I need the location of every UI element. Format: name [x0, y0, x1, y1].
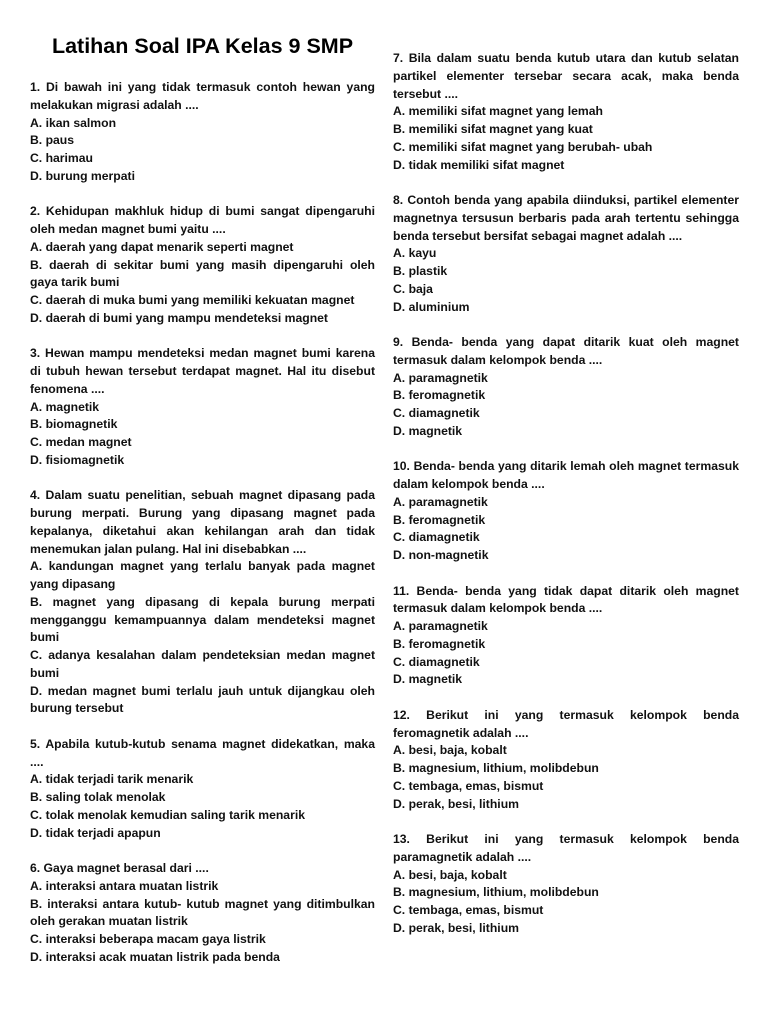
- answer-option-b: B. biomagnetik: [30, 417, 118, 432]
- left-column: [30, 79, 375, 984]
- answer-option-c: C. interaksi beberapa macam gaya listrik: [30, 932, 266, 946]
- answer-option-b: B. memiliki sifat magnet yang kuat: [393, 122, 593, 136]
- answer-option-a: A. tidak terjadi tarik menarik: [30, 772, 194, 787]
- answer-option-b: B. saling tolak menolak: [30, 790, 166, 804]
- answer-option-a: A. paramagnetik: [393, 494, 488, 509]
- question-stem: 11. Benda- benda yang tidak dapat ditarik oleh magnet termasuk dalam kelompok benda ....: [393, 583, 739, 616]
- question-stem: 8. Contoh benda yang apabila diinduksi, partikel elementer magnetnya tersusun berbaris pada arah tertentu sehingga benda tersebut bersifat sebagai magnet adalah ....: [393, 193, 739, 243]
- answer-option-c: C. memiliki sifat magnet yang berubah- ubah: [393, 139, 653, 154]
- answer-option-c: C. harimau: [30, 151, 93, 165]
- answer-option-d: D. burung merpati: [30, 168, 135, 183]
- right-column: [393, 50, 739, 955]
- answer-option-b: B. magnesium, lithium, molibdebun: [393, 761, 599, 775]
- answer-option-c: C. tembaga, emas, bismut: [393, 903, 544, 917]
- question-stem: 4. Dalam suatu penelitian, sebuah magnet dipasang pada burung merpati. Burung yang dipasang magnet pada kepalanya, diketahui akan kehilangan arah dan tidak menemukan jalan pulang. Hal ini disebabkan ....: [30, 488, 375, 556]
- question-stem: 5. Apabila kutub-kutub senama magnet didekatkan, maka ....: [30, 736, 375, 769]
- question-1: [30, 79, 375, 186]
- question-stem: 6. Gaya magnet berasal dari ....: [30, 861, 209, 875]
- answer-option-d: D. fisiomagnetik: [30, 452, 125, 467]
- question-5: [30, 736, 375, 843]
- answer-option-c: C. baja: [393, 281, 433, 296]
- question-4: [30, 487, 375, 718]
- question-9: [393, 334, 739, 441]
- answer-option-a: A. kayu: [393, 246, 437, 261]
- answer-option-a: A. magnetik: [30, 399, 100, 414]
- answer-option-c: C. tolak menolak kemudian saling tarik menarik: [30, 807, 305, 822]
- answer-option-c: C. diamagnetik: [393, 406, 480, 420]
- question-12: [393, 707, 739, 814]
- answer-option-d: D. interaksi acak muatan listrik pada benda: [30, 949, 280, 964]
- answer-option-b: B. feromagnetik: [393, 636, 486, 651]
- answer-option-a: A. paramagnetik: [393, 370, 488, 385]
- answer-option-d: D. aluminium: [393, 299, 470, 314]
- answer-option-b: B. magnesium, lithium, molibdebun: [393, 885, 599, 900]
- answer-option-d: D. medan magnet bumi terlalu jauh untuk dijangkau oleh burung tersebut: [30, 683, 375, 716]
- question-2: [30, 203, 375, 327]
- answer-option-d: D. non-magnetik: [393, 548, 489, 562]
- answer-option-c: C. tembaga, emas, bismut: [393, 778, 544, 793]
- answer-option-a: A. interaksi antara muatan listrik: [30, 878, 219, 893]
- answer-option-b: B. daerah di sekitar bumi yang masih dipengaruhi oleh gaya tarik bumi: [30, 257, 375, 290]
- answer-option-a: A. besi, baja, kobalt: [393, 743, 507, 758]
- answer-option-a: A. ikan salmon: [30, 115, 117, 130]
- question-6: [30, 860, 375, 967]
- answer-option-d: D. tidak terjadi apapun: [30, 825, 161, 840]
- page-title: Latihan Soal IPA Kelas 9 SMP: [51, 34, 354, 58]
- answer-option-a: A. memiliki sifat magnet yang lemah: [393, 104, 603, 119]
- question-stem: 10. Benda- benda yang ditarik lemah oleh magnet termasuk dalam kelompok benda ....: [393, 459, 739, 491]
- answer-option-c: C. adanya kesalahan dalam pendeteksian medan magnet bumi: [30, 648, 375, 680]
- question-7: [393, 50, 739, 174]
- answer-option-d: D. tidak memiliki sifat magnet: [393, 157, 565, 172]
- question-stem: 1. Di bawah ini yang tidak termasuk contoh hewan yang melakukan migrasi adalah ....: [30, 80, 375, 112]
- question-stem: 13. Berikut ini yang termasuk kelompok benda paramagnetik adalah ....: [393, 832, 739, 864]
- question-stem: 7. Bila dalam suatu benda kutub utara dan kutub selatan partikel elementer tersebar secara acak, maka benda tersebut ....: [393, 51, 739, 101]
- answer-option-a: A. paramagnetik: [393, 619, 488, 633]
- question-stem: 12. Berikut ini yang termasuk kelompok benda feromagnetik adalah ....: [393, 707, 739, 740]
- question-3: [30, 345, 375, 469]
- answer-option-b: B. paus: [30, 133, 75, 148]
- question-13: [393, 831, 739, 938]
- answer-option-b: B. interaksi antara kutub- kutub magnet yang ditimbulkan oleh gerakan muatan listrik: [30, 896, 375, 929]
- question-8: [393, 192, 739, 316]
- answer-option-b: B. plastik: [393, 264, 448, 278]
- answer-option-a: A. daerah yang dapat menarik seperti magnet: [30, 239, 294, 254]
- question-stem: 3. Hewan mampu mendeteksi medan magnet bumi karena di tubuh hewan tersebut terdapat magnet. Hal itu disebut fenomena ....: [30, 346, 375, 396]
- question-10: [393, 458, 739, 565]
- answer-option-c: C. diamagnetik: [393, 654, 480, 669]
- question-11: [393, 583, 739, 690]
- answer-option-c: C. diamagnetik: [393, 530, 480, 545]
- answer-option-b: B. magnet yang dipasang di kepala burung merpati mengganggu kemampuannya dalam mendeteksi magnet bumi: [30, 594, 375, 645]
- answer-option-b: B. feromagnetik: [393, 388, 486, 403]
- answer-option-d: D. daerah di bumi yang mampu mendeteksi magnet: [30, 310, 328, 325]
- answer-option-d: D. perak, besi, lithium: [393, 796, 519, 811]
- answer-option-c: C. daerah di muka bumi yang memiliki kekuatan magnet: [30, 293, 355, 307]
- question-stem: 2. Kehidupan makhluk hidup di bumi sangat dipengaruhi oleh medan magnet bumi yaitu ....: [30, 204, 375, 236]
- answer-option-d: D. perak, besi, lithium: [393, 920, 519, 935]
- answer-option-c: C. medan magnet: [30, 435, 132, 449]
- question-stem: 9. Benda- benda yang dapat ditarik kuat oleh magnet termasuk dalam kelompok benda ....: [393, 335, 739, 367]
- answer-option-d: D. magnetik: [393, 672, 463, 687]
- answer-option-a: A. besi, baja, kobalt: [393, 867, 507, 882]
- answer-option-d: D. magnetik: [393, 423, 463, 438]
- answer-option-a: A. kandungan magnet yang terlalu banyak pada magnet yang dipasang: [30, 559, 375, 591]
- answer-option-b: B. feromagnetik: [393, 512, 486, 527]
